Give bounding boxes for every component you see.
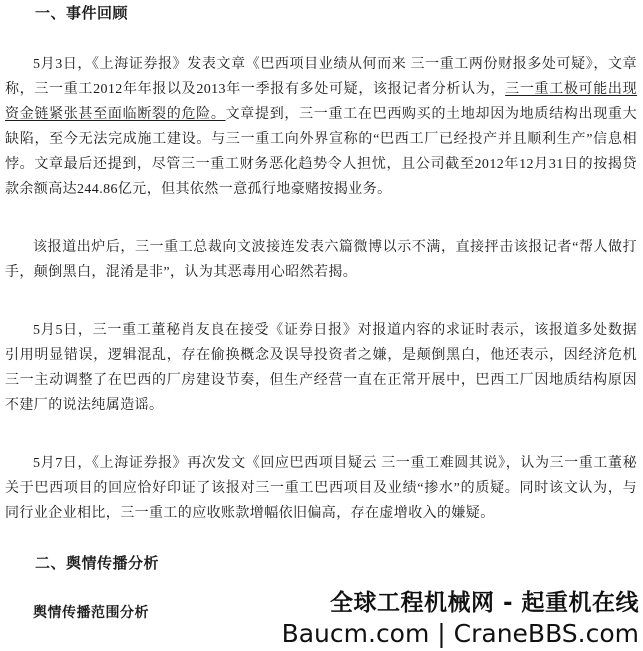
section-heading-event-review: 一、事件回顾 [35,6,129,22]
watermark-domains: Baucm.com | CraneBBS.com [281,619,639,648]
subsection-heading-spread-scope: 舆情传播范围分析 [33,606,149,621]
section-heading-opinion-analysis: 二、舆情传播分析 [35,556,160,572]
paragraph-weibo-response: 该报道出炉后，三一重工总裁向文波接连发表六篇微博以示不满，直接抨击该报记者“帮人做打手，颠倒黑白，混淆是非”，认为其恶毒用心昭然若揭。 [5,240,637,280]
paragraph-may7: 5月7日，《上海证券报》再次发文《回应巴西项目疑云 三一重工难圆其说》，认为三一重工董秘关于巴西项目的回应恰好印证了该报对三一重工巴西项目及业绩“掺水”的质疑。同时该文认为，与同行业企业相比，三一重工的应收账款增幅依旧偏高，存在虚增收入的嫌疑。 [5,456,637,521]
paragraph-text: 5月3日，《上海证券报》发表文章《巴西项目业绩从何而来 三一重工两份财报多处可疑》，文章称，三一重工2012年年报以及2013年一季报有多处可疑，该报记者分析认为， [5,57,637,97]
paragraph-may3 [5,52,637,202]
watermark-site-name: 全球工程机械网 - 起重机在线 [329,590,639,616]
paragraph-may5: 5月5日，三一重工董秘肖友良在接受《证券日报》对报道内容的求证时表示，该报道多处数据引用明显错误，逻辑混乱，存在偷换概念及误导投资者之嫌，是颠倒黑白，他还表示，因经济危机三一主动调整了在巴西的厂房建设节奏，但生产经营一直在正常开展中，巴西工厂因地质结构原因不建厂的说法纯属造谣。 [5,323,637,413]
paragraph-text: 文章提到，三一重工在巴西购买的土地却因为地质结构出现重大缺陷，至今无法完成施工建设。与三一重工向外界宣称的“巴西工厂已经投产并且顺利生产”信息相悖。文章最后还提到，尽管三一重工财务恶化趋势令人担忧，且公司截至2012年12月31日的按揭贷款余额高达244.86亿元，但其依然一意孤行地豪赌按揭业务。 [5,107,638,197]
underlined-text: 三一重工极可能出现资金链紧张甚至面临断裂的危险。 [5,82,637,122]
watermark [282,588,639,649]
